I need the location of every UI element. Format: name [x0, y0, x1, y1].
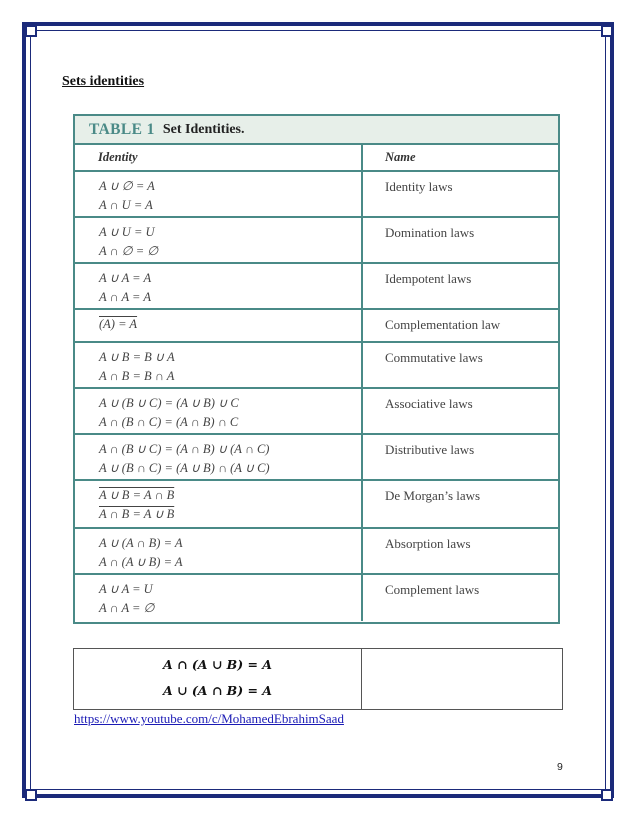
identity-line: (A) = A — [99, 317, 138, 331]
law-name: Commutative laws — [385, 350, 483, 365]
law-name: Absorption laws — [385, 536, 471, 551]
law-name: Associative laws — [385, 396, 473, 411]
page-heading: Sets identities — [62, 74, 145, 89]
table-title-bar — [75, 116, 558, 145]
corner-ornament — [601, 25, 613, 37]
formula-line: A ∪ (A ∩ B) = A — [162, 683, 273, 698]
table-row — [75, 264, 558, 310]
identity-line: A ∩ B = B ∩ A — [99, 369, 175, 383]
absorption-example-cell — [74, 649, 362, 709]
table-row — [75, 481, 558, 529]
page-number: 9 — [557, 761, 563, 773]
table-row — [75, 529, 558, 575]
table-title: Set Identities. — [162, 121, 245, 137]
table-row — [75, 389, 558, 435]
identity-line: A ∩ A = A — [99, 290, 151, 304]
identity-line: A ∪ (B ∩ C) = (A ∪ B) ∩ (A ∪ C) — [99, 461, 270, 475]
identity-line: A ∩ B = A ∪ B — [99, 507, 175, 521]
table-row — [75, 218, 558, 264]
identity-line: A ∪ A = U — [99, 582, 153, 596]
law-name: Identity laws — [385, 179, 453, 194]
law-name: Domination laws — [385, 225, 475, 240]
table-row — [75, 310, 558, 343]
law-name: De Morgan’s laws — [385, 488, 481, 503]
set-identities-table — [73, 114, 560, 624]
table-header — [75, 145, 558, 172]
identity-line: A ∪ (A ∩ B) = A — [99, 536, 183, 550]
identity-line: A ∩ ∅ = ∅ — [99, 244, 159, 258]
law-name: Distributive laws — [385, 442, 475, 457]
law-name: Complement laws — [385, 582, 480, 597]
identity-line: A ∩ (B ∪ C) = (A ∩ B) ∪ (A ∩ C) — [99, 442, 270, 456]
table-row — [75, 575, 558, 621]
formula-line: A ∩ (A ∪ B) = A — [162, 657, 273, 672]
corner-ornament — [25, 25, 37, 37]
header-name: Name — [385, 150, 416, 164]
identity-line: A ∩ U = A — [99, 198, 153, 212]
table-number: TABLE 1 — [89, 120, 155, 138]
table-row — [75, 435, 558, 481]
identity-line: A ∩ (A ∪ B) = A — [99, 555, 183, 569]
identity-line: A ∪ U = U — [99, 225, 155, 239]
youtube-link[interactable]: https://www.youtube.com/c/MohamedEbrahimSaad — [74, 711, 344, 726]
table-row — [75, 343, 558, 389]
identity-line: A ∪ (B ∪ C) = (A ∪ B) ∪ C — [99, 396, 239, 410]
law-name: Complementation law — [385, 317, 501, 332]
identity-line: A ∪ B = A ∩ B — [99, 488, 175, 502]
identity-line: A ∩ A = ∅ — [99, 601, 155, 615]
absorption-example-table — [73, 648, 563, 710]
corner-ornament — [601, 789, 613, 801]
identity-line: A ∪ ∅ = A — [99, 179, 155, 193]
law-name: Idempotent laws — [385, 271, 472, 286]
header-identity: Identity — [75, 145, 363, 170]
identity-line: A ∪ A = A — [99, 271, 152, 285]
identity-line: A ∪ B = B ∪ A — [99, 350, 175, 364]
corner-ornament — [25, 789, 37, 801]
identity-line: A ∩ (B ∩ C) = (A ∩ B) ∩ C — [99, 415, 239, 429]
table-row — [75, 172, 558, 218]
